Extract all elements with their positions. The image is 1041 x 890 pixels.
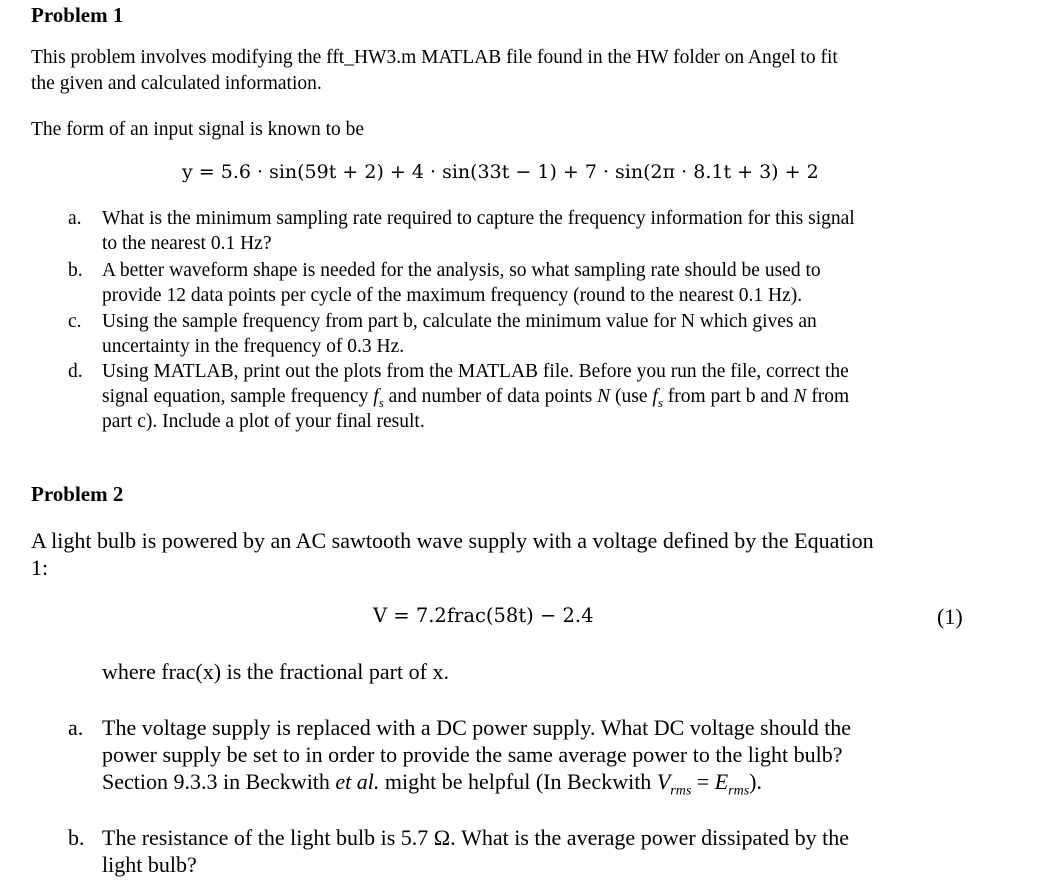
item-line: uncertainty in the frequency of 0.3 Hz. [102, 336, 405, 357]
item-line: The voltage supply is replaced with a DC power supply. What DC voltage should the [102, 715, 852, 740]
item-marker: a. [68, 715, 84, 740]
problem-1-intro-line-2: the given and calculated information. [31, 73, 322, 94]
equation-number: (1) [937, 604, 963, 629]
item-line: Using MATLAB, print out the plots from the MATLAB file. Before you run the file, correct the [102, 361, 849, 382]
problem-1-equation: y = 5.6 · sin(59t + 2) + 4 · sin(33t − 1) + 7 · sin(2π · 8.1t + 3) + 2 [182, 161, 819, 183]
text-run: Section 9.3.3 in Beckwith [102, 769, 336, 794]
item-marker: b. [68, 825, 85, 850]
problem-2-equation: V = 7.2frac(58t) − 2.4 [373, 604, 594, 627]
text-run: signal equation, sample frequency [102, 386, 374, 407]
problem-2-intro-line-1: A light bulb is powered by an AC sawtooth wave supply with a voltage defined by the Equation [31, 528, 874, 553]
item-line: light bulb? [102, 852, 197, 877]
n-symbol: N [597, 386, 611, 407]
item-line: Using the sample frequency from part b, calculate the minimum value for N which gives an [102, 311, 817, 332]
fs-symbol: $f_s$ [373, 386, 384, 410]
item-marker: c. [68, 311, 82, 332]
text-run: from [806, 386, 850, 407]
problem-2-intro-line-2: 1: [31, 555, 49, 580]
item-marker: a. [68, 208, 82, 229]
text-run: might be helpful (In Beckwith [379, 769, 657, 794]
problem-1-form-text: The form of an input signal is known to be [31, 119, 365, 140]
text-run: and number of data points [383, 386, 598, 407]
item-line: to the nearest 0.1 Hz? [102, 233, 272, 254]
problem-1-intro-line-1: This problem involves modifying the fft_HW3.m MATLAB file found in the HW folder on Angel to fit [31, 47, 838, 68]
item-line: A better waveform shape is needed for the analysis, so what sampling rate should be used to [102, 260, 821, 281]
text-run: (use [610, 386, 653, 407]
item-line: part c). Include a plot of your final result. [102, 411, 425, 432]
v-rms-symbol: $V_{rms}$ [656, 769, 692, 799]
text-run: ). [749, 769, 762, 794]
problem-1-heading: Problem 1 [31, 3, 124, 27]
item-line: The resistance of the light bulb is 5.7 Ω. What is the average power dissipated by the [102, 825, 850, 850]
item-marker: b. [68, 260, 83, 281]
n-symbol: N [793, 386, 807, 407]
item-line: provide 12 data points per cycle of the maximum frequency (round to the nearest 0.1 Hz). [102, 285, 803, 306]
item-line [102, 768, 762, 805]
e-rms-symbol: $E_{rms}$ [714, 769, 750, 799]
text-run: = [691, 769, 715, 794]
et-al: et al. [335, 769, 380, 794]
item-line: What is the minimum sampling rate required to capture the frequency information for this signal [102, 208, 855, 229]
where-text: where frac(x) is the fractional part of x. [102, 659, 449, 684]
text-run: from part b and [662, 386, 794, 407]
item-line: power supply be set to in order to provide the same average power to the light bulb? [102, 742, 843, 767]
item-marker: d. [68, 361, 83, 382]
fs-symbol: $f_s$ [652, 386, 663, 410]
problem-2-heading: Problem 2 [31, 482, 124, 506]
